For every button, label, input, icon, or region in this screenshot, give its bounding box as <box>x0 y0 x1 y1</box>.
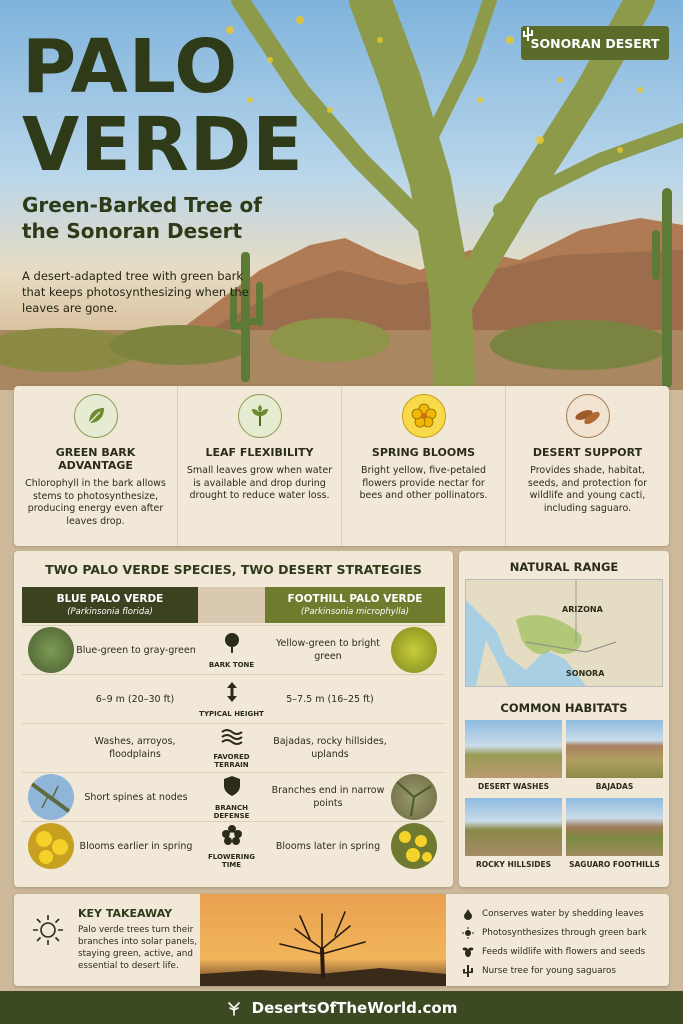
left-value: Short spines at nodes <box>84 791 188 803</box>
feature-title: LEAF FLEXIBILITY <box>205 446 314 459</box>
range-title: NATURAL RANGE <box>509 560 619 574</box>
habitat-image <box>465 720 562 778</box>
feature-title: GREEN BARK ADVANTAGE <box>55 446 136 472</box>
map-label-arizona: ARIZONA <box>562 605 603 614</box>
table-row <box>22 723 445 772</box>
foothill-bark-thumbnail <box>391 627 437 673</box>
blue-flower-thumbnail <box>28 823 74 869</box>
water-drop-icon <box>462 908 474 920</box>
habitat-image <box>566 798 663 856</box>
row-label: FAVORED TERRAIN <box>213 752 250 769</box>
feature-text: Provides shade, habitat, seeds, and protection for wildlife and young cacti, including saguaro. <box>527 465 648 514</box>
takeaway-bullets <box>462 904 667 980</box>
takeaway-title: KEY TAKEAWAY <box>78 907 173 920</box>
cactus-icon <box>521 26 535 42</box>
feature-spring-blooms <box>342 386 506 546</box>
right-value: Yellow-green to bright green <box>275 638 381 662</box>
table-row <box>22 772 445 821</box>
left-value: Washes, arroyos, floodplains <box>94 736 176 760</box>
map-label-sonora: SONORA <box>566 669 605 678</box>
shield-icon <box>223 775 241 797</box>
cactus-icon <box>462 965 474 977</box>
right-species-sci: (Parkinsonia microphylla) <box>300 607 410 617</box>
row-label: BRANCH DEFENSE <box>213 803 250 820</box>
header-spacer <box>198 587 265 623</box>
branch-point-thumbnail <box>391 774 437 820</box>
habitat-label: DESERT WASHES <box>478 782 549 791</box>
takeaway-text: Palo verde trees turn their branches into solar panels, staying green, active, and essential to desert life. <box>78 925 198 971</box>
left-species-sci: (Parkinsonia florida) <box>67 607 153 617</box>
tree-icon <box>221 632 243 654</box>
table-row <box>22 821 445 870</box>
blue-bark-thumbnail <box>28 627 74 673</box>
footer-site-link[interactable]: DesertsOfTheWorld.com <box>251 998 458 1017</box>
page-title <box>22 24 304 188</box>
right-value: Bajadas, rocky hillsides, uplands <box>273 736 387 760</box>
row-label: BARK TONE <box>208 660 255 669</box>
habitat-label: ROCKY HILLSIDES <box>475 860 552 869</box>
left-value: 6–9 m (20–30 ft) <box>95 693 175 705</box>
range-habitats-panel <box>459 551 669 887</box>
sun-icon <box>32 914 64 946</box>
feature-green-bark <box>14 386 178 546</box>
sun-icon <box>462 927 474 939</box>
feature-text: Small leaves grow when water is available and drop during drought to reduce water loss. <box>186 465 333 501</box>
footer <box>0 991 683 1024</box>
region-badge-label: SONORAN DESERT <box>530 35 660 51</box>
habitat-label: BAJADAS <box>595 782 634 791</box>
feature-text: Bright yellow, five-petaled flowers provide nectar for bees and other pollinators. <box>359 465 488 501</box>
habitats-title: COMMON HABITATS <box>500 701 628 715</box>
sprout-icon <box>238 394 282 438</box>
flower-icon <box>221 824 243 846</box>
habitat-image <box>465 798 562 856</box>
foothill-palo-verde-header <box>265 587 445 623</box>
height-arrow-icon <box>224 681 240 703</box>
list-item: Photosynthesizes through green bark <box>462 923 667 942</box>
feature-text: Chlorophyll in the bark allows stems to photosynthesize, producing energy even after leaves drop. <box>25 478 166 527</box>
hero-section <box>0 0 683 390</box>
tree-icon <box>226 1000 242 1016</box>
title-line-1: PALO <box>22 24 239 110</box>
species-comparison-panel <box>14 551 453 887</box>
left-species-name: BLUE PALO VERDE <box>56 593 164 605</box>
feature-title: SPRING BLOOMS <box>371 446 476 459</box>
table-row <box>22 674 445 723</box>
row-label: FLOWERING TIME <box>207 852 256 869</box>
comparison-title: TWO PALO VERDE SPECIES, TWO DESERT STRATEGIES <box>45 562 422 577</box>
list-item: Nurse tree for young saguaros <box>462 961 667 980</box>
region-badge <box>521 26 669 60</box>
list-item: Feeds wildlife with flowers and seeds <box>462 942 667 961</box>
habitat-label: SAGUARO FOOTHILLS <box>569 860 660 869</box>
range-map <box>465 579 663 687</box>
right-value: Branches end in narrow points <box>271 785 385 809</box>
title-line-2: VERDE <box>22 102 304 188</box>
left-value: Blue-green to gray-green <box>76 644 196 656</box>
table-row <box>22 625 445 674</box>
sunset-tree-image <box>200 894 446 986</box>
left-value: Blooms earlier in spring <box>79 840 193 852</box>
feature-desert-support <box>506 386 669 546</box>
row-label: TYPICAL HEIGHT <box>199 709 264 718</box>
comparison-header <box>22 587 445 623</box>
habitat-desert-washes <box>465 720 562 791</box>
habitat-bajadas <box>566 720 663 791</box>
seed-pod-icon <box>566 394 610 438</box>
habitat-image <box>566 720 663 778</box>
key-takeaway-panel <box>14 894 669 986</box>
list-item: Conserves water by shedding leaves <box>462 904 667 923</box>
bee-icon <box>462 946 474 958</box>
right-value: 5–7.5 m (16–25 ft) <box>286 693 374 705</box>
spine-thumbnail <box>28 774 74 820</box>
hero-description: A desert-adapted tree with green bark that keeps photosynthesizing when the leaves are gone. <box>22 269 249 315</box>
feature-panel <box>14 386 669 546</box>
right-value: Blooms later in spring <box>275 840 381 852</box>
page-subtitle: Green-Barked Tree of the Sonoran Desert <box>22 193 262 243</box>
terrain-waves-icon <box>220 728 244 746</box>
habitat-saguaro-foothills <box>566 798 663 869</box>
feature-leaf-flexibility <box>178 386 342 546</box>
foothill-flower-thumbnail <box>391 823 437 869</box>
flower-icon <box>402 394 446 438</box>
feature-title: DESERT SUPPORT <box>532 446 643 459</box>
leaf-icon <box>74 394 118 438</box>
right-species-name: FOOTHILL PALO VERDE <box>287 593 423 605</box>
habitat-rocky-hillsides <box>465 798 562 869</box>
blue-palo-verde-header <box>22 587 198 623</box>
